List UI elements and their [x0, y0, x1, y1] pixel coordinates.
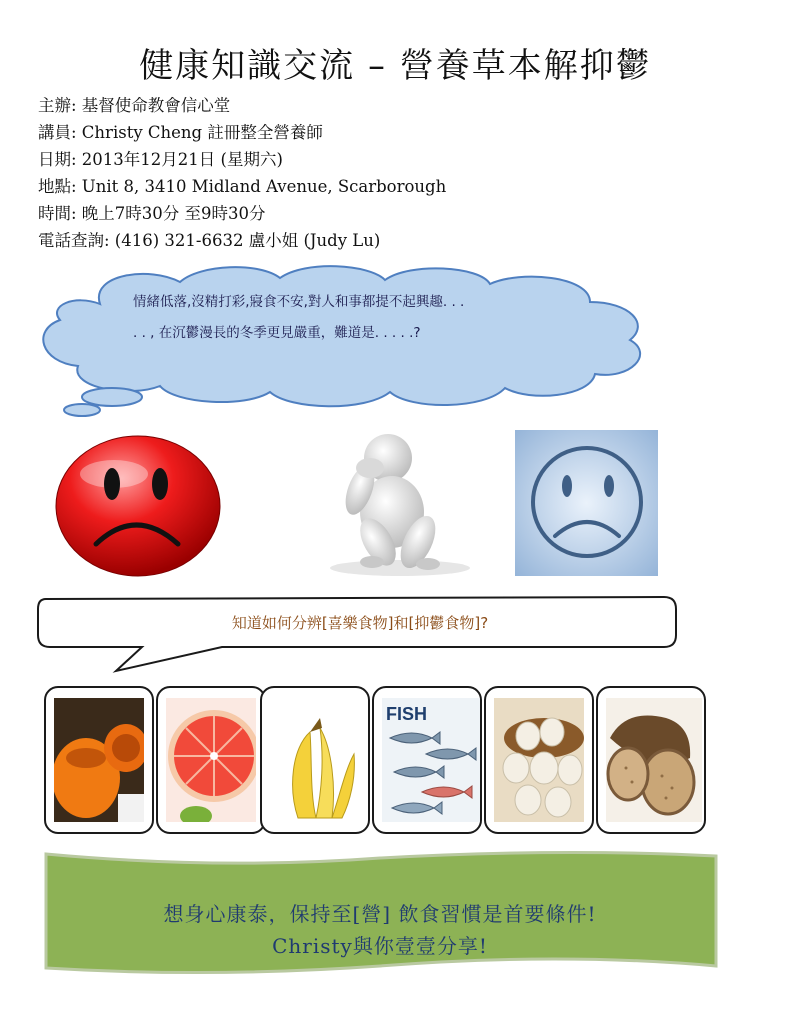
fish-label: FISH: [386, 704, 428, 724]
thought-cloud: [30, 262, 670, 422]
speech-text: 知道如何分辨[喜樂食物]和[抑鬱食物]?: [231, 614, 489, 632]
sad-person-figure-icon: [320, 430, 480, 578]
grapefruit-icon: [166, 698, 256, 822]
banana-icon: [270, 698, 360, 822]
info-organizer: 主辦: 基督使命教會信心堂: [38, 96, 231, 115]
food-gallery: [44, 686, 716, 836]
bread-icon: [606, 698, 702, 822]
event-info: [38, 92, 598, 254]
food-card-fish: [372, 686, 482, 834]
speech-bubble: [32, 595, 682, 675]
page-title: 健康知識交流 – 營養草本解抑鬱: [139, 46, 652, 86]
banner-line-1: 想身心康泰，保持至[營] 飲食習慣是首要條件!: [163, 902, 597, 926]
fish-icon: [382, 698, 482, 822]
info-phone: 電話查詢: (416) 321-6632 盧小姐 (Judy Lu): [38, 231, 381, 250]
cloud-line-1: 情緒低落,沒精打彩,寢食不安,對人和事都提不起興趣. . .: [133, 294, 465, 310]
food-card-grapefruit: [156, 686, 266, 834]
banner-line-2: Christy與你壹壹分享!: [272, 934, 488, 958]
food-card-bread: [596, 686, 706, 834]
food-card-garlic: [484, 686, 594, 834]
snow-sad-face-icon: [515, 430, 658, 576]
info-location: 地點: Unit 8, 3410 Midland Avenue, Scarborough: [38, 177, 447, 196]
cloud-line-2: . . , 在沉鬱漫長的冬季更見嚴重，難道是. . . . .?: [133, 325, 421, 341]
red-sad-face-icon: [52, 432, 224, 580]
food-card-banana: [260, 686, 370, 834]
info-speaker: 講員: Christy Cheng 註冊整全營養師: [38, 123, 323, 142]
pumpkin-icon: [54, 698, 144, 822]
garlic-icon: [494, 698, 584, 822]
info-time: 時間: 晚上7時30分 至9時30分: [38, 204, 266, 223]
food-card-pumpkin: [44, 686, 154, 834]
info-date: 日期: 2013年12月21日 (星期六): [38, 150, 283, 169]
